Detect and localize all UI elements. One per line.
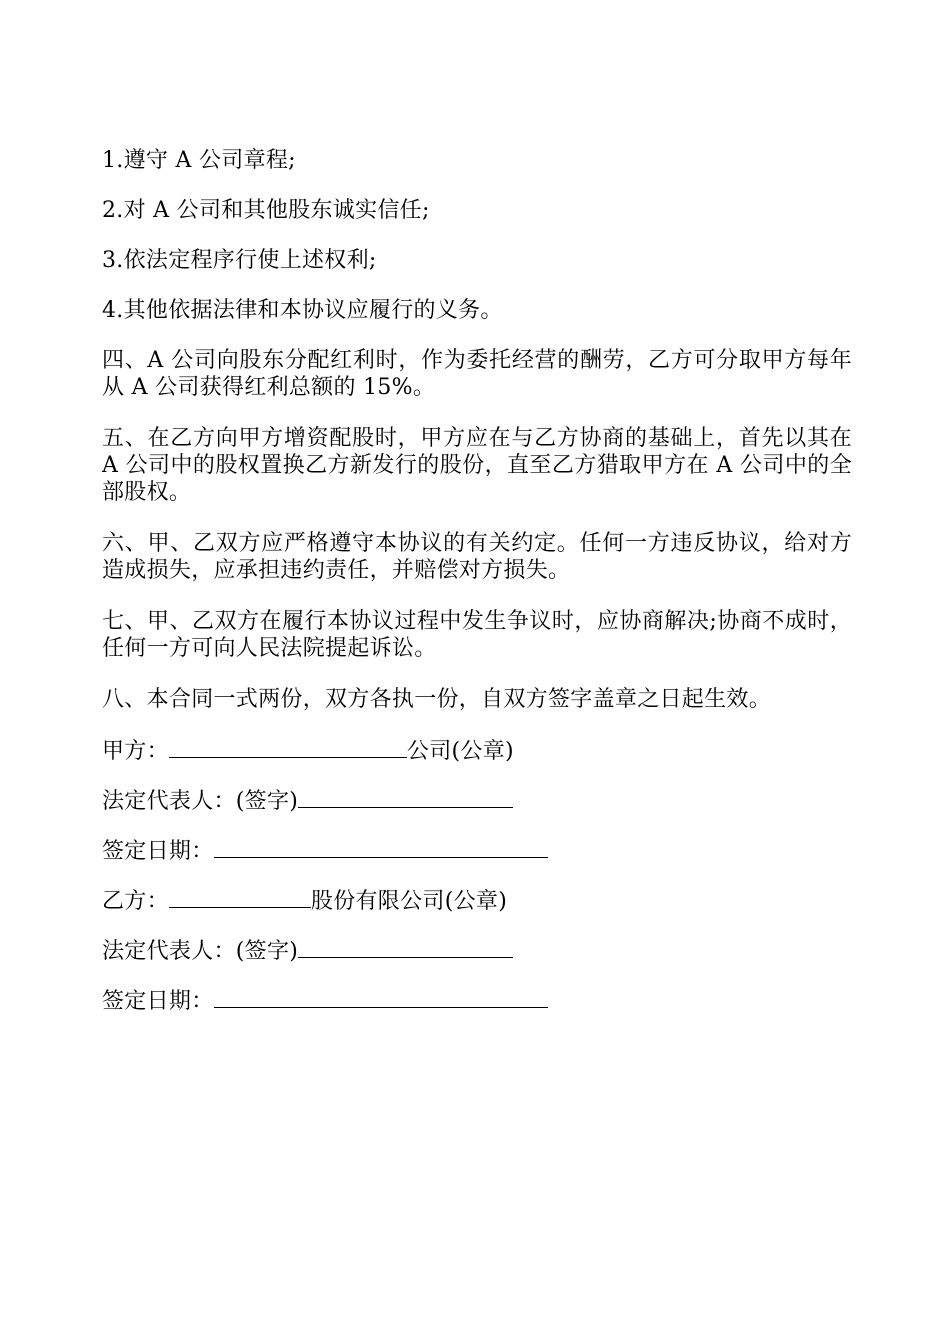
party-a-label: 甲方： bbox=[102, 739, 169, 764]
obligation-item-2: 2.对 A 公司和其他股东诚实信任; bbox=[102, 198, 430, 223]
party-a-date-line bbox=[102, 837, 852, 865]
clause-8-effect: 八、本合同一式两份，双方各执一份，自双方签字盖章之日起生效。 bbox=[102, 687, 772, 712]
contract-body bbox=[102, 147, 852, 1037]
party-a-rep-label: 法定代表人：(签字) bbox=[102, 789, 299, 814]
party-b-rep-label: 法定代表人：(签字) bbox=[102, 939, 299, 964]
party-a-name-blank bbox=[169, 737, 407, 758]
party-b-date-blank bbox=[214, 987, 548, 1008]
party-b-name-blank bbox=[169, 887, 311, 908]
party-a-date-label: 签定日期： bbox=[102, 839, 214, 864]
party-a-line bbox=[102, 737, 852, 765]
party-b-rep-blank bbox=[298, 937, 513, 958]
clause-4-dividend: 四、A 公司向股东分配红利时，作为委托经营的酬劳，乙方可分取甲方每年从 A 公司获得红利总额的 15%。 bbox=[102, 348, 852, 400]
party-a-date-blank bbox=[214, 837, 548, 858]
obligation-item-3: 3.依法定程序行使上述权利; bbox=[102, 248, 377, 273]
party-a-suffix: 公司(公章) bbox=[406, 739, 514, 764]
party-b-suffix: 股份有限公司(公章) bbox=[310, 889, 508, 914]
party-b-date-label: 签定日期： bbox=[102, 989, 214, 1014]
party-a-rep-line bbox=[102, 787, 852, 815]
clause-5-equity-swap: 五、在乙方向甲方增资配股时，甲方应在与乙方协商的基础上，首先以其在 A 公司中的股权置换乙方新发行的股份，直至乙方猎取甲方在 A 公司中的全部股权。 bbox=[102, 426, 852, 505]
party-b-line bbox=[102, 887, 852, 915]
party-b-date-line bbox=[102, 987, 852, 1015]
clause-7-dispute: 七、甲、乙双方在履行本协议过程中发生争议时，应协商解决;协商不成时，任何一方可向人民法院提起诉讼。 bbox=[102, 609, 852, 661]
clause-6-breach: 六、甲、乙双方应严格遵守本协议的有关约定。任何一方违反协议，给对方造成损失，应承担违约责任，并赔偿对方损失。 bbox=[102, 531, 852, 583]
obligation-item-4: 4.其他依据法律和本协议应履行的义务。 bbox=[102, 298, 503, 323]
party-a-rep-blank bbox=[298, 787, 513, 808]
party-b-label: 乙方： bbox=[102, 889, 169, 914]
obligation-item-1: 1.遵守 A 公司章程; bbox=[102, 148, 296, 173]
party-b-rep-line bbox=[102, 937, 852, 965]
